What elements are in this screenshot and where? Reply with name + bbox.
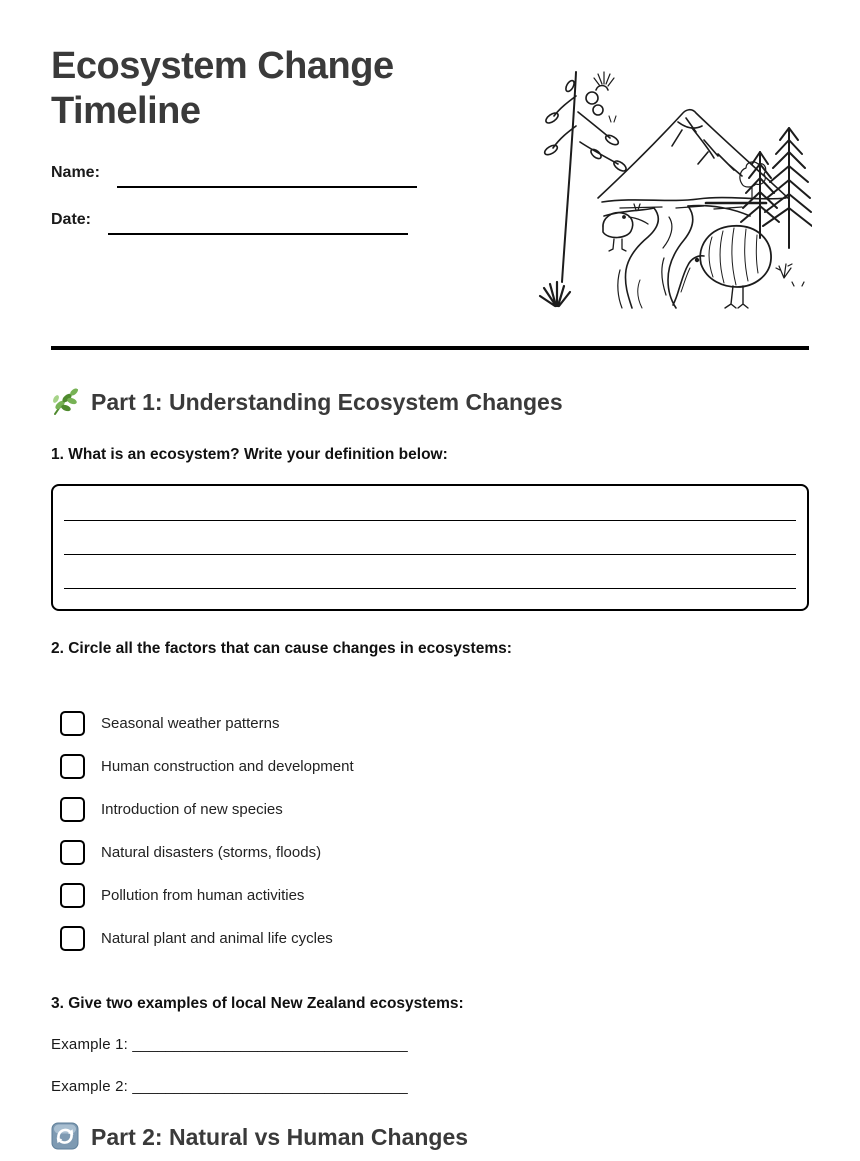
- date-input-line[interactable]: [108, 209, 408, 235]
- answer-line[interactable]: [64, 588, 796, 589]
- definition-answer-box[interactable]: [51, 484, 809, 611]
- part2-heading-text: Part 2: Natural vs Human Changes: [91, 1123, 469, 1150]
- factor-label: Introduction of new species: [101, 801, 283, 818]
- factor-label: Seasonal weather patterns: [101, 715, 280, 732]
- factors-checklist: [60, 702, 354, 960]
- factor-label: Natural disasters (storms, floods): [101, 844, 322, 861]
- answer-line[interactable]: [64, 554, 796, 555]
- part2-heading: [51, 1122, 468, 1152]
- refresh-arrows-icon: [51, 1122, 81, 1152]
- factor-row: [60, 745, 354, 788]
- factor-row: [60, 831, 354, 874]
- factor-label: Natural plant and animal life cycles: [101, 930, 333, 947]
- factor-label: Human construction and development: [101, 758, 354, 775]
- part1-heading: [51, 387, 563, 417]
- factor-row: [60, 702, 354, 745]
- example-2-label: Example 2:: [51, 1078, 129, 1095]
- factor-checkbox[interactable]: [60, 840, 85, 865]
- page-title: Ecosystem Change Timeline: [51, 45, 394, 132]
- example-1-label: Example 1:: [51, 1036, 129, 1053]
- date-row: [51, 209, 408, 235]
- section-divider: [51, 346, 809, 350]
- name-label: Name:: [51, 164, 100, 181]
- herb-leaf-icon: [51, 387, 81, 417]
- name-row: [51, 162, 417, 188]
- example-2-blank[interactable]: _________________________________: [132, 1078, 408, 1095]
- question-1: 1. What is an ecosystem? Write your definition below:: [51, 446, 448, 463]
- example-1-row: [51, 1036, 408, 1053]
- example-2-row: [51, 1078, 408, 1095]
- factor-row: [60, 788, 354, 831]
- date-label: Date:: [51, 211, 92, 228]
- question-2: 2. Circle all the factors that can cause changes in ecosystems:: [51, 640, 512, 657]
- kiwi-scene-illustration: [536, 56, 812, 312]
- answer-line[interactable]: [64, 520, 796, 521]
- name-input-line[interactable]: [117, 162, 417, 188]
- factor-checkbox[interactable]: [60, 797, 85, 822]
- factor-row: [60, 917, 354, 960]
- factor-row: [60, 874, 354, 917]
- factor-checkbox[interactable]: [60, 883, 85, 908]
- factor-checkbox[interactable]: [60, 754, 85, 779]
- question-3: 3. Give two examples of local New Zealand ecosystems:: [51, 995, 464, 1012]
- factor-checkbox[interactable]: [60, 711, 85, 736]
- part1-heading-text: Part 1: Understanding Ecosystem Changes: [91, 388, 563, 415]
- factor-label: Pollution from human activities: [101, 887, 305, 904]
- factor-checkbox[interactable]: [60, 926, 85, 951]
- example-1-blank[interactable]: _________________________________: [132, 1036, 408, 1053]
